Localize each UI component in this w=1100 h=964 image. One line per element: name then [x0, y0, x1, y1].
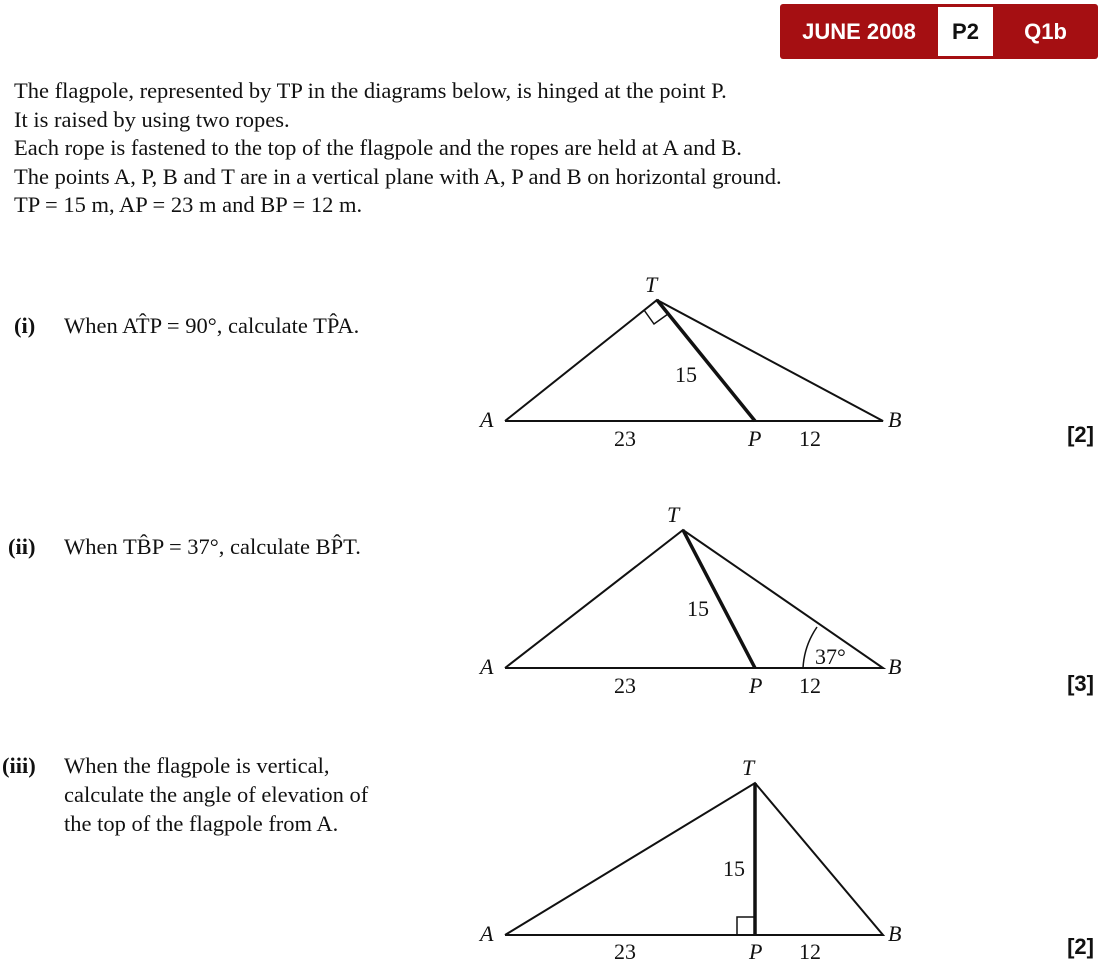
diagram-ii	[478, 502, 901, 698]
right-angle-marker	[737, 917, 755, 935]
diagram-i	[478, 272, 901, 451]
marks-i: [2]	[1067, 422, 1094, 447]
part-text: the top of the flagpole from A.	[64, 811, 339, 836]
flagpole-line	[657, 300, 755, 421]
length-bp: 12	[799, 426, 821, 451]
label-t: T	[667, 502, 680, 527]
length-tp: 15	[687, 596, 709, 621]
length-ap: 23	[614, 673, 636, 698]
length-bp: 12	[799, 939, 821, 964]
intro-line: Each rope is fastened to the top of the flagpole and the ropes are held at A and B.	[14, 135, 742, 160]
length-bp: 12	[799, 673, 821, 698]
label-b: B	[888, 407, 902, 432]
part-text: calculate the angle of elevation of	[64, 782, 369, 807]
part-number: (iii)	[2, 753, 36, 778]
triangle-outline	[505, 300, 883, 421]
part-text: When TB̂P = 37°, calculate BP̂T.	[64, 534, 361, 559]
length-ap: 23	[614, 426, 636, 451]
diagram-iii	[478, 755, 901, 964]
part-text: When AT̂P = 90°, calculate TP̂A.	[64, 313, 360, 338]
label-p: P	[749, 673, 763, 698]
right-angle-marker	[644, 310, 668, 324]
angle-label: 37°	[815, 644, 846, 669]
label-a: A	[480, 921, 494, 946]
part-text: When the flagpole is vertical,	[64, 753, 330, 778]
length-tp: 15	[723, 856, 745, 881]
paper-number: P2	[938, 4, 993, 59]
intro-line: The flagpole, represented by TP in the diagrams below, is hinged at the point P.	[14, 78, 727, 103]
part-number: (ii)	[8, 534, 36, 559]
length-ap: 23	[614, 939, 636, 964]
intro-line: It is raised by using two ropes.	[14, 106, 290, 132]
label-b: B	[888, 654, 902, 679]
label-p: P	[749, 939, 763, 964]
length-tp: 15	[675, 362, 697, 387]
label-t: T	[742, 755, 755, 780]
intro-line: The points A, P, B and T are in a vertical plane with A, P and B on horizontal ground.	[14, 163, 782, 189]
label-b: B	[888, 921, 902, 946]
label-p: P	[748, 426, 762, 451]
triangle-outline	[505, 783, 883, 935]
question-number: Q1b	[1024, 19, 1067, 44]
label-a: A	[480, 654, 494, 679]
marks-iii: [2]	[1067, 934, 1094, 959]
marks-ii: [3]	[1067, 671, 1094, 696]
label-t: T	[645, 272, 658, 297]
intro-line: TP = 15 m, AP = 23 m and BP = 12 m.	[14, 192, 363, 217]
exam-date: JUNE 2008	[802, 19, 916, 44]
part-number: (i)	[14, 313, 36, 338]
label-a: A	[480, 407, 494, 432]
